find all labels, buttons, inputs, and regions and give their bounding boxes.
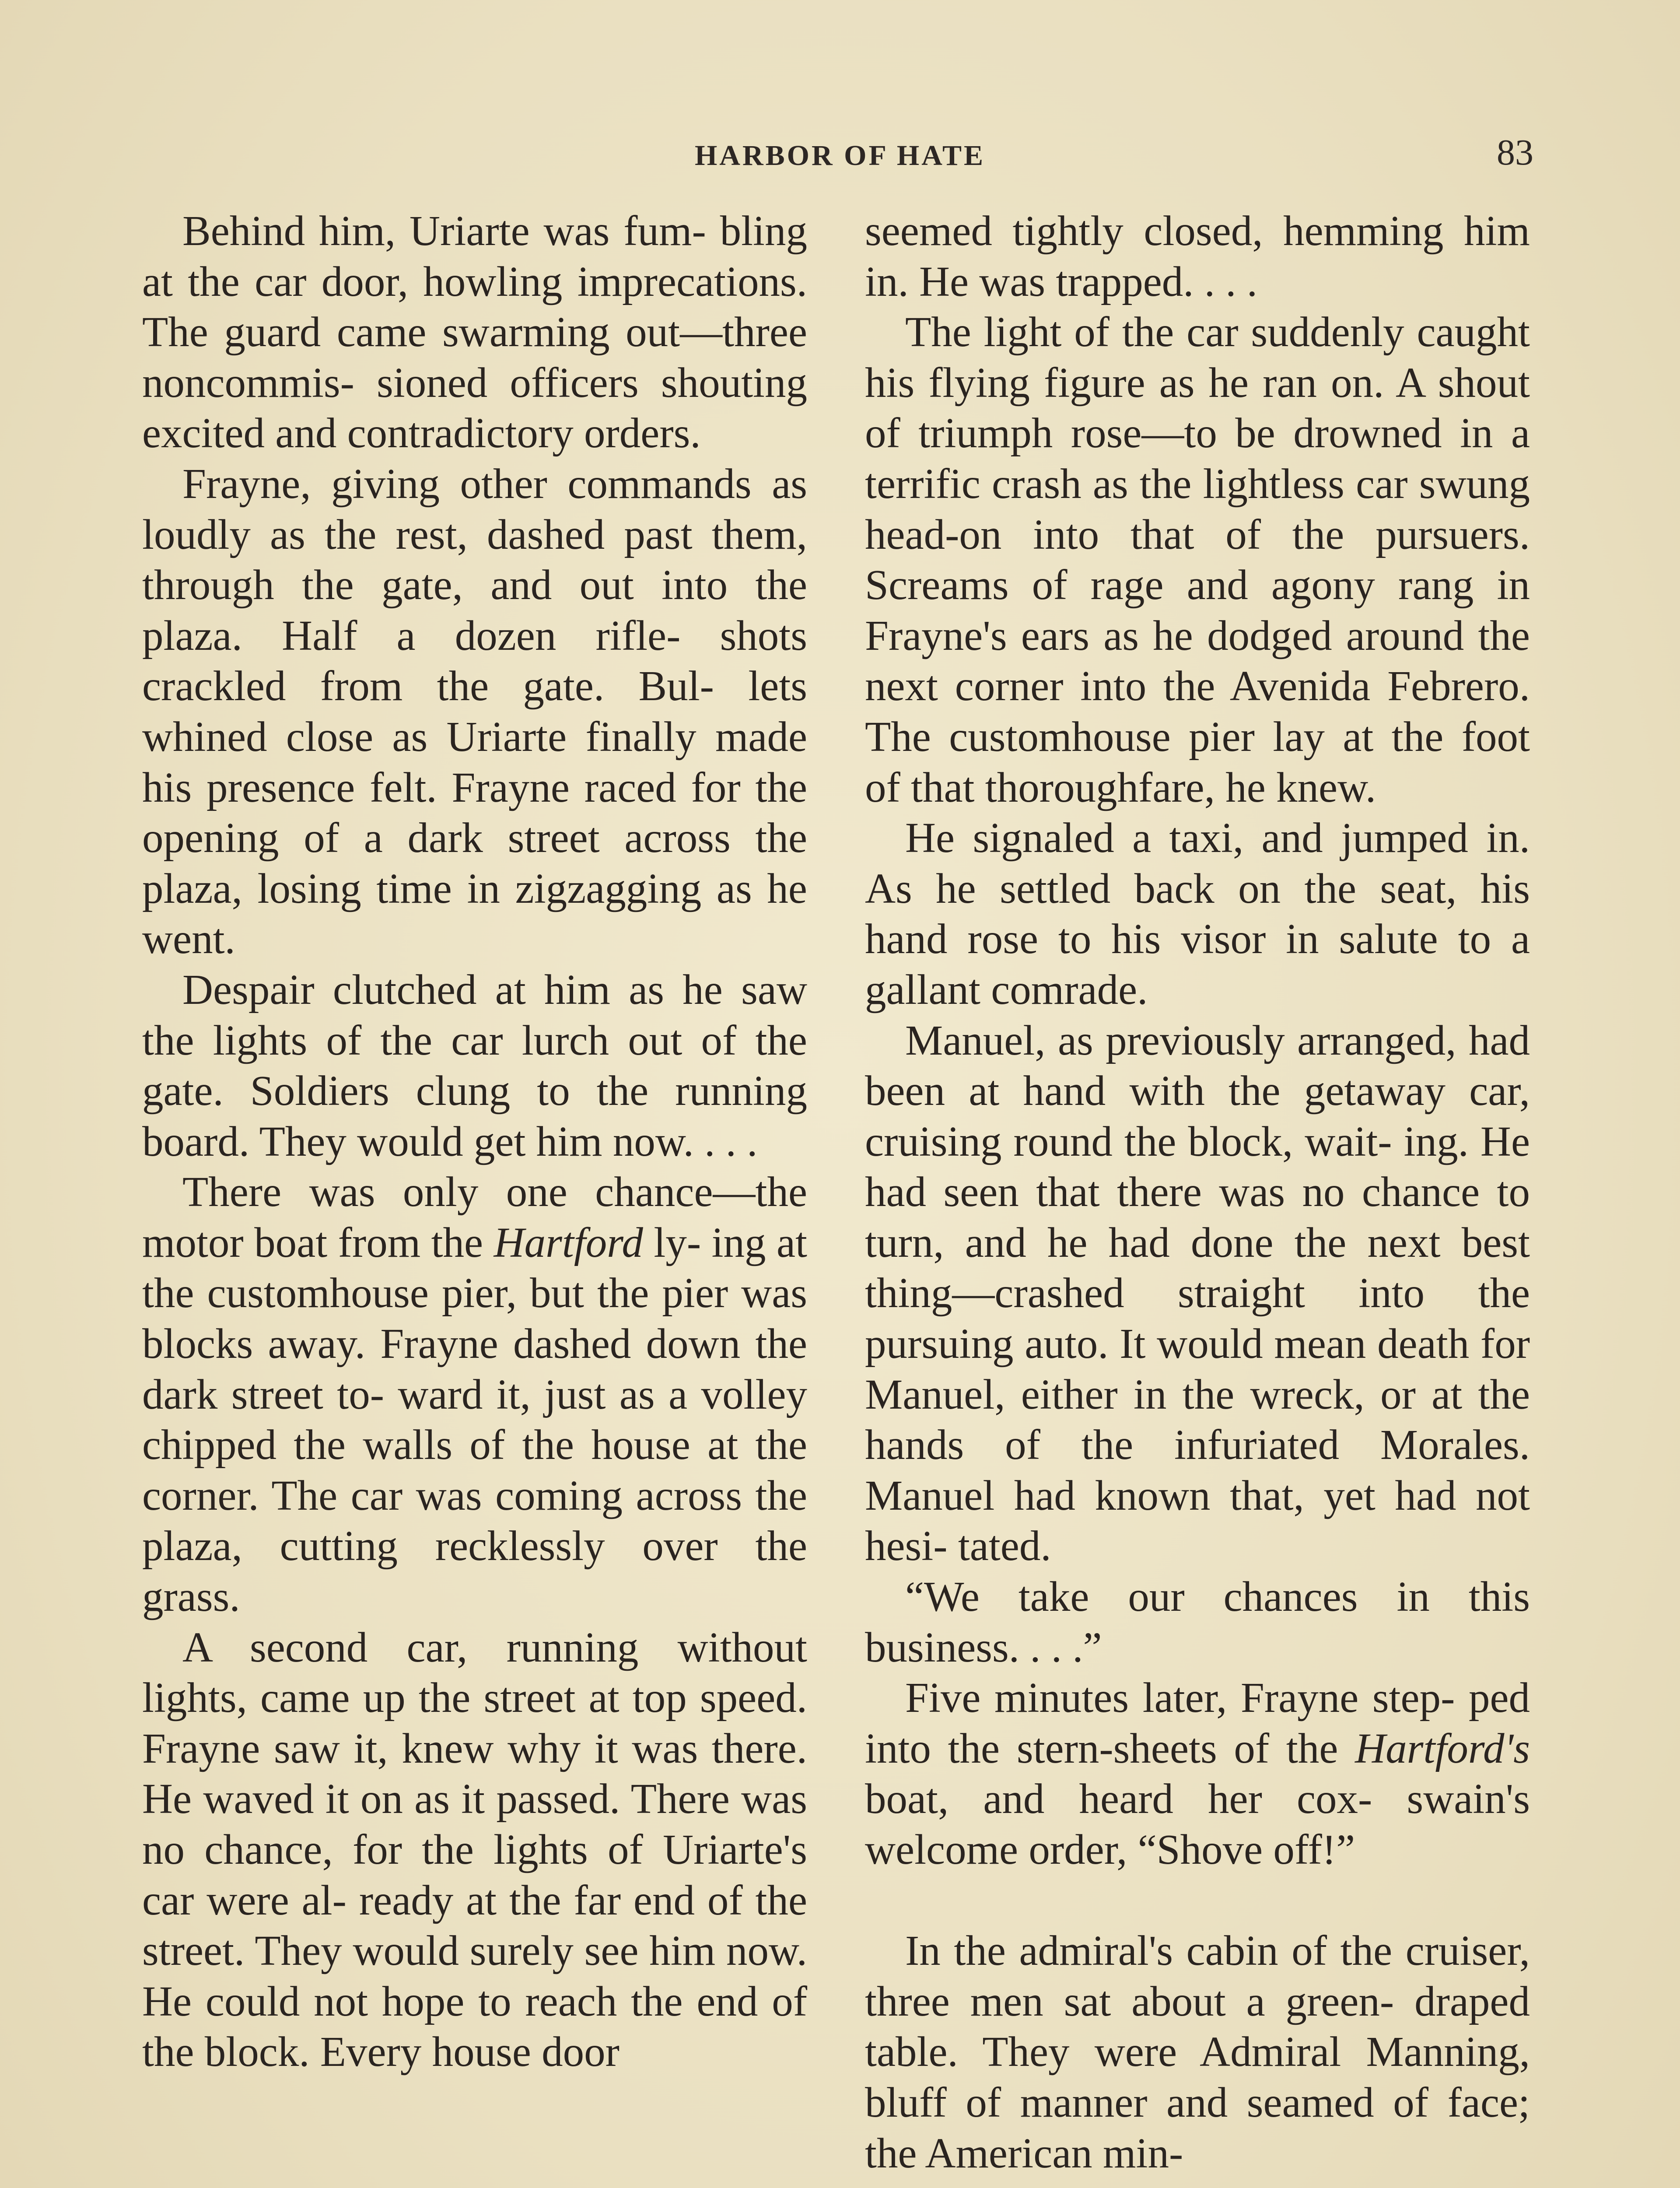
text-line: draped table. They were Admiral: [865, 1978, 1530, 2076]
text-line: his hand rose to his visor in salute: [865, 865, 1530, 963]
text-line: that of the pursuers. Screams of: [865, 511, 1530, 609]
text-line: shots crackled from the gate. Bul-: [142, 612, 808, 710]
text-line: bling at the car door, howling: [142, 207, 808, 305]
paragraph: [865, 1673, 1530, 1875]
paragraph: [865, 813, 1530, 1015]
paragraph: [865, 1571, 1530, 1673]
text-line: They would surely see him now.: [255, 1927, 807, 1974]
text-line: as loudly as the rest, dashed past: [142, 460, 807, 558]
text-line: sioned officers shouting excited and: [142, 359, 807, 457]
text-line: the pier was blocks away. Frayne: [142, 1269, 807, 1368]
text-line: Despair clutched at him as he: [182, 966, 723, 1013]
text-line: ears as he dodged around the next: [865, 612, 1530, 710]
text-line: The car was coming across the: [271, 1472, 808, 1519]
page-number: 83: [1497, 132, 1533, 173]
text-line: seemed tightly closed, hemming: [865, 207, 1444, 254]
text-line: ward it, just as a volley chipped the: [142, 1371, 808, 1469]
text-line: running board. They would get: [142, 1067, 808, 1165]
text-line: the lights of Uriarte's car were al-: [142, 1826, 807, 1924]
text-line: straight into the pursuing auto. It: [865, 1269, 1530, 1368]
text-line: Manuel, as previously arranged,: [905, 1017, 1456, 1064]
paragraph: [142, 459, 807, 964]
running-head: HARBOR OF HATE: [694, 140, 986, 172]
text-line: chance to turn, and he had: [865, 1168, 1530, 1266]
text-line: swain's welcome order, “Shove off!”: [865, 1775, 1530, 1873]
paragraph: [865, 1015, 1530, 1572]
text-line: ped into the stern-sheets of the: [865, 1674, 1530, 1772]
text-line: rage and agony rang in Frayne's: [865, 561, 1530, 659]
text-line: had known that, yet had not hesi-: [865, 1472, 1530, 1570]
text-line: In the admiral's cabin of the: [905, 1927, 1393, 1974]
text-line: made his presence felt. Frayne: [142, 713, 807, 811]
text-line: of the block. Every house door: [142, 1978, 808, 2076]
right-text-column: [865, 206, 1530, 2178]
text-line: A second car, running without: [182, 1623, 807, 1671]
paragraph: [865, 206, 1530, 307]
text-line: raced for the opening of a dark: [142, 764, 808, 862]
text-line: Behind him, Uriarte was fum-: [182, 207, 706, 254]
text-line: The customhouse pier lay at the: [865, 713, 1444, 760]
text-line: The light of the car suddenly: [905, 309, 1404, 356]
text-line: There was only one chance—the: [182, 1168, 807, 1216]
text-line: saw the lights of the car lurch out: [142, 966, 807, 1064]
text-line: into the plaza. Half a dozen rifle-: [142, 561, 807, 659]
text-line: contradictory orders.: [347, 410, 701, 457]
text-line: walls of the house at the corner.: [142, 1421, 808, 1519]
text-line: motor boat from the Hartford ly-: [142, 1219, 701, 1266]
text-line: done the next best thing—crashed: [865, 1219, 1530, 1317]
text-line: Manning, bluff of manner and: [865, 2028, 1530, 2126]
text-line: on. A shout of triumph rose—to be: [865, 359, 1530, 457]
paragraph: [142, 964, 807, 1167]
text-line: business. . . .”: [865, 1623, 1102, 1671]
text-line: street across the plaza, losing time: [142, 814, 807, 912]
text-line: him in. He was trapped. . . .: [865, 207, 1530, 305]
text-line: swarming out—three noncommis-: [142, 309, 807, 406]
paragraph: [142, 206, 807, 459]
text-line: caught his flying figure as he ran: [865, 309, 1530, 406]
text-line: Frayne, giving other commands: [182, 460, 752, 507]
text-line: tated.: [958, 1522, 1051, 1570]
text-line: grass.: [142, 1573, 240, 1620]
text-line: lets whined close as Uriarte finally: [142, 663, 808, 760]
text-line: Hartford's boat, and heard her cox-: [865, 1725, 1530, 1823]
text-line: lights, came up the street at top: [142, 1674, 687, 1722]
text-line: seamed of face; the American min-: [865, 2079, 1530, 2177]
left-text-column: [142, 206, 807, 2077]
text-line: him now. . . .: [536, 1118, 758, 1165]
text-line: cruiser, three men sat about a green-: [865, 1927, 1530, 2025]
paragraph: [142, 1622, 807, 2077]
text-line: them, through the gate, and out: [142, 511, 808, 609]
text-line: imprecations. The guard came: [142, 258, 807, 356]
text-line: ing at the customhouse pier, but: [142, 1219, 807, 1317]
text-line: either in the wreck, or at the hands: [865, 1371, 1530, 1469]
text-line: He signaled a taxi, and jumped: [905, 814, 1468, 862]
text-line: drowned in a terrific crash as the: [865, 410, 1530, 507]
text-line: would mean death for Manuel,: [865, 1320, 1530, 1418]
paragraph: [865, 1925, 1530, 2178]
paragraph: [865, 307, 1530, 813]
text-line: plaza, cutting recklessly over the: [142, 1522, 807, 1570]
text-line: car, cruising round the block, wait-: [865, 1067, 1530, 1165]
text-line: lightless car swung head-on into: [865, 460, 1530, 558]
text-line: of the infuriated Morales. Manuel: [865, 1421, 1530, 1519]
text-line: ready at the far end of the street.: [142, 1876, 808, 1974]
text-line: Five minutes later, Frayne step-: [905, 1674, 1455, 1722]
text-line: foot of that thoroughfare, he knew.: [865, 713, 1530, 811]
text-line: corner into the Avenida Febrero.: [955, 663, 1530, 710]
text-line: in. As he settled back on the seat,: [865, 814, 1530, 912]
text-line: of the gate. Soldiers clung to the: [142, 1017, 807, 1115]
text-line: to a gallant comrade.: [865, 915, 1530, 1013]
text-line: was there. He waved it on as it: [142, 1725, 807, 1823]
text-line: ing. He had seen that there was no: [865, 1118, 1530, 1216]
text-line: “We take our chances in this: [905, 1573, 1530, 1620]
text-line: dashed down the dark street to-: [142, 1320, 807, 1418]
text-line: in zigzagging as he went.: [142, 865, 807, 963]
text-line: had been at hand with the getaway: [865, 1017, 1530, 1115]
text-line: speed. Frayne saw it, knew why it: [142, 1674, 808, 1772]
paragraph: [142, 1167, 807, 1622]
text-line: passed. There was no chance, for: [142, 1775, 807, 1873]
text-line: He could not hope to reach the end: [142, 1978, 758, 2025]
